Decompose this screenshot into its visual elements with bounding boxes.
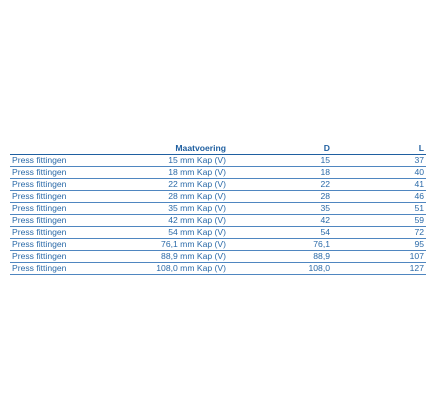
cell-l: 40 <box>332 167 426 179</box>
header-row <box>10 140 426 155</box>
table-header <box>10 140 426 155</box>
table-row <box>10 227 426 239</box>
cell-maatvoering: 108,0 mm Kap (V) <box>104 263 228 275</box>
cell-maatvoering: 15 mm Kap (V) <box>104 155 228 167</box>
cell-l: 46 <box>332 191 426 203</box>
cell-l: 107 <box>332 251 426 263</box>
header-d: D <box>228 140 332 155</box>
cell-l: 41 <box>332 179 426 191</box>
cell-d: 15 <box>228 155 332 167</box>
cell-maatvoering: 42 mm Kap (V) <box>104 215 228 227</box>
table-row <box>10 191 426 203</box>
cell-d: 54 <box>228 227 332 239</box>
cell-d: 28 <box>228 191 332 203</box>
cell-l: 37 <box>332 155 426 167</box>
cell-name: Press fittingen <box>10 179 104 191</box>
cell-d: 22 <box>228 179 332 191</box>
table-row <box>10 251 426 263</box>
cell-name: Press fittingen <box>10 251 104 263</box>
cell-maatvoering: 18 mm Kap (V) <box>104 167 228 179</box>
cell-name: Press fittingen <box>10 227 104 239</box>
cell-name: Press fittingen <box>10 239 104 251</box>
header-name <box>10 140 104 155</box>
table-row <box>10 215 426 227</box>
cell-l: 127 <box>332 263 426 275</box>
cell-maatvoering: 54 mm Kap (V) <box>104 227 228 239</box>
cell-name: Press fittingen <box>10 263 104 275</box>
header-l: L <box>332 140 426 155</box>
cell-name: Press fittingen <box>10 203 104 215</box>
table-row <box>10 167 426 179</box>
table-row <box>10 263 426 275</box>
cell-name: Press fittingen <box>10 215 104 227</box>
header-maatvoering: Maatvoering <box>104 140 228 155</box>
cell-maatvoering: 88,9 mm Kap (V) <box>104 251 228 263</box>
cell-d: 42 <box>228 215 332 227</box>
spec-table <box>10 140 426 275</box>
table-row <box>10 203 426 215</box>
cell-maatvoering: 35 mm Kap (V) <box>104 203 228 215</box>
cell-l: 95 <box>332 239 426 251</box>
table-row <box>10 155 426 167</box>
cell-maatvoering: 28 mm Kap (V) <box>104 191 228 203</box>
cell-l: 72 <box>332 227 426 239</box>
cell-name: Press fittingen <box>10 191 104 203</box>
cell-d: 18 <box>228 167 332 179</box>
table-row <box>10 239 426 251</box>
cell-name: Press fittingen <box>10 155 104 167</box>
cell-d: 108,0 <box>228 263 332 275</box>
cell-l: 59 <box>332 215 426 227</box>
table-body <box>10 155 426 275</box>
cell-maatvoering: 22 mm Kap (V) <box>104 179 228 191</box>
cell-d: 35 <box>228 203 332 215</box>
cell-name: Press fittingen <box>10 167 104 179</box>
table-row <box>10 179 426 191</box>
cell-d: 88,9 <box>228 251 332 263</box>
cell-maatvoering: 76,1 mm Kap (V) <box>104 239 228 251</box>
cell-d: 76,1 <box>228 239 332 251</box>
cell-l: 51 <box>332 203 426 215</box>
